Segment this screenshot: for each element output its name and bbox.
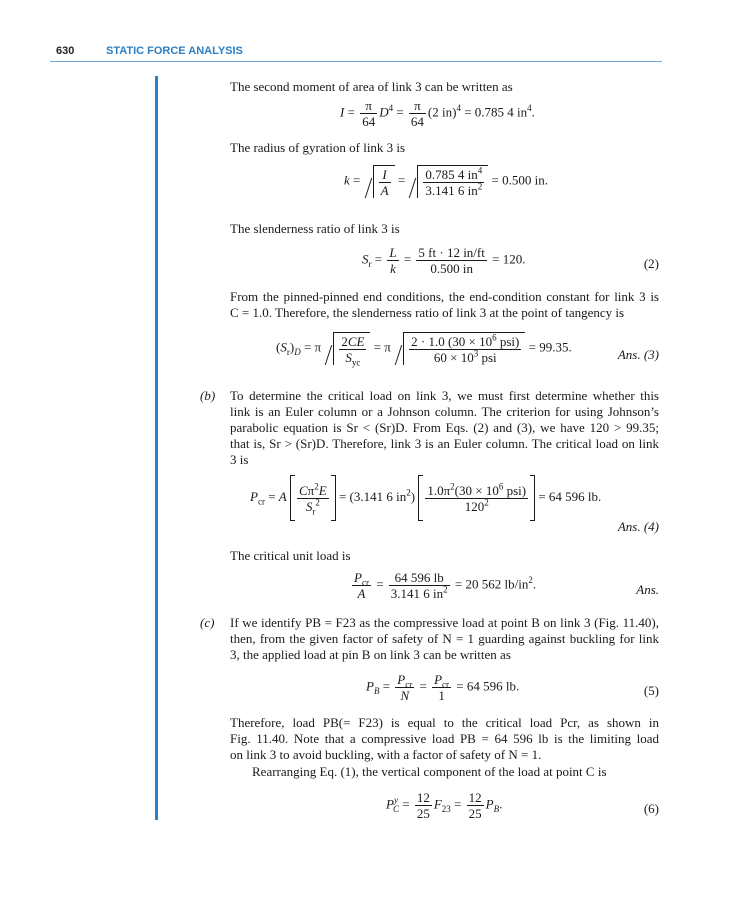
k-numerator: 0.785 4 in bbox=[425, 167, 478, 182]
equation-pb: $P_B$ = $\frac{P_{cr}}{N}$ = $\frac{P_{cr}}{1}$ = 64 596 lb. bbox=[366, 672, 520, 703]
paragraph-b-line4: that is, Sr > (Sr)D. Therefore, link 3 is an Euler column. The critical load on link bbox=[230, 436, 659, 451]
unit-numerator: 64 596 lb bbox=[389, 570, 450, 586]
moment-result: = 0.785 4 in bbox=[464, 104, 528, 120]
paragraph-therefore-line1: Therefore, load PB(= F23) is equal to the critical load Pcr, as shown in bbox=[230, 715, 659, 730]
margin-bar bbox=[155, 76, 158, 820]
equation-number-4: Ans. (4) bbox=[617, 519, 659, 534]
paragraph-b-line5: 3 is bbox=[230, 452, 249, 467]
paragraph-therefore-line2: Fig. 11.40. Note that a compressive load PB = 64 596 lb is the limiting load bbox=[230, 731, 659, 746]
sr-denominator: 0.500 in bbox=[430, 261, 473, 276]
paragraph-b-line2: link is an Euler column or a Johnson column. The criterion for using Johnson’s bbox=[230, 404, 659, 419]
pb-result: = 64 596 lb. bbox=[456, 678, 520, 694]
paragraph-end-conditions-line1: From the pinned-pinned end conditions, the end-condition constant for link 3 is bbox=[230, 289, 659, 304]
paragraph-critical-unit-load: The critical unit load is bbox=[230, 548, 351, 563]
srd-denominator-unit: psi bbox=[478, 350, 497, 365]
equation-unit-load: $\frac{P_{cr}}{A}$ = $\frac{64 596 lb}{3.141 6 in^2}$ = 20 562 $lb/in^2$. bbox=[354, 570, 537, 601]
sr-result: = 120. bbox=[492, 251, 526, 267]
pcr-result: = 64 596 lb. bbox=[538, 488, 602, 504]
equation-slenderness-ratio: $S_r$ = $\frac{L}{k}$ = $\frac{5 ft \cdot 12 in/ft}{0.500 in}$ = 120. bbox=[362, 245, 526, 276]
unit-denominator: 3.141 6 in bbox=[390, 586, 444, 601]
equation-pcy: $P^y_C$ = $\frac{12}{25}$ $F_{23}$ = $\frac{12}{25}$ $P_B$. bbox=[386, 790, 503, 821]
k-denominator: 3.141 6 in bbox=[425, 183, 478, 198]
equation-number-5: (5) bbox=[643, 683, 659, 698]
paragraph-therefore-line3: on link 3 to avoid buckling, with a factor of safety of N = 1. bbox=[230, 747, 542, 762]
srd-numerator-unit: psi) bbox=[496, 334, 520, 349]
paragraph-slenderness-ratio: The slenderness ratio of link 3 is bbox=[230, 221, 400, 236]
equation-number-3: Ans. (3) bbox=[617, 347, 659, 362]
paragraph-radius-of-gyration: The radius of gyration of link 3 is bbox=[230, 140, 406, 155]
paragraph-c-line2: then, from the given factor of safety of N = 1 guarding against buckling for link bbox=[230, 631, 659, 646]
pcr-numerator: 1.0π bbox=[427, 482, 451, 498]
paragraph-end-conditions-line2: C = 1.0. Therefore, the slenderness ratio of link 3 at the point of tangency is bbox=[230, 305, 625, 320]
paragraph-rearranging: Rearranging Eq. (1), the vertical component of the load at point C is bbox=[252, 764, 607, 779]
k-result: = 0.500 in. bbox=[491, 172, 548, 188]
equation-moment-of-area: I = $\frac{\pi}{64}$ $D^4$ = $\frac{\pi}{64}$ (2 in)$^4$ = 0.785 4 $in^4$. bbox=[340, 98, 535, 129]
equation-radius-of-gyration: k = $\frac{I}{A}$ = $\frac{0.785 4 in^4}{3.141 6 in^2}$ = 0.500 in. bbox=[344, 165, 548, 198]
page-header bbox=[50, 44, 662, 62]
sr-numerator: 5 ft · 12 in/ft bbox=[418, 245, 485, 260]
equation-critical-load: $P_{cr} = A$ $\frac{C\pi^2E}{S_r^2}$ = (3.141 6 $in^2$) $\frac{1.0\pi^2(30 \times 10^6 psi)}{120^2}$ = 64 596 lb. bbox=[250, 475, 601, 521]
srd-numerator: 2 · 1.0 (30 × 10 bbox=[411, 334, 493, 349]
section-title: STATIC FORCE ANALYSIS bbox=[106, 45, 243, 57]
srd-result: = 99.35. bbox=[528, 339, 572, 355]
unit-result: = 20 562 lb/in bbox=[454, 576, 529, 592]
part-label-b: (b) bbox=[200, 388, 216, 403]
pcr-denominator: 120 bbox=[464, 498, 485, 514]
pcr-numerator-tail: (30 × 10 bbox=[454, 482, 499, 498]
equation-number-2: (2) bbox=[643, 256, 659, 271]
equation-slenderness-tangency: $(S_r)_D = \pi$ $\frac{2CE}{S_{yc}}$ = π $\frac{2 \cdot 1.0 (30 \times 10^6 psi)}{60 \times 10^3 psi}$ = 99.35. bbox=[276, 332, 572, 368]
part-label-c: (c) bbox=[200, 615, 215, 630]
paragraph-c-line1: If we identify PB = F23 as the compressive load at point B on link 3 (Fig. 11.40), bbox=[230, 615, 659, 630]
equation-number-6: (6) bbox=[643, 801, 659, 816]
page-number: 630 bbox=[56, 45, 75, 57]
paragraph-second-moment: The second moment of area of link 3 can be written as bbox=[230, 79, 513, 94]
paragraph-b-line1: To determine the critical load on link 3, we must first determine whether this bbox=[230, 388, 659, 403]
equation-number-ans: Ans. bbox=[636, 582, 659, 597]
pcr-area: 3.141 6 in bbox=[353, 488, 407, 504]
srd-denominator: 60 × 10 bbox=[433, 350, 474, 365]
paragraph-b-line3: parabolic equation is Sr < (Sr)D. From Eqs. (2) and (3), we have 120 > 99.35; bbox=[230, 420, 659, 435]
paragraph-c-line3: 3, the applied load at pin B on link 3 can be written as bbox=[230, 647, 511, 662]
